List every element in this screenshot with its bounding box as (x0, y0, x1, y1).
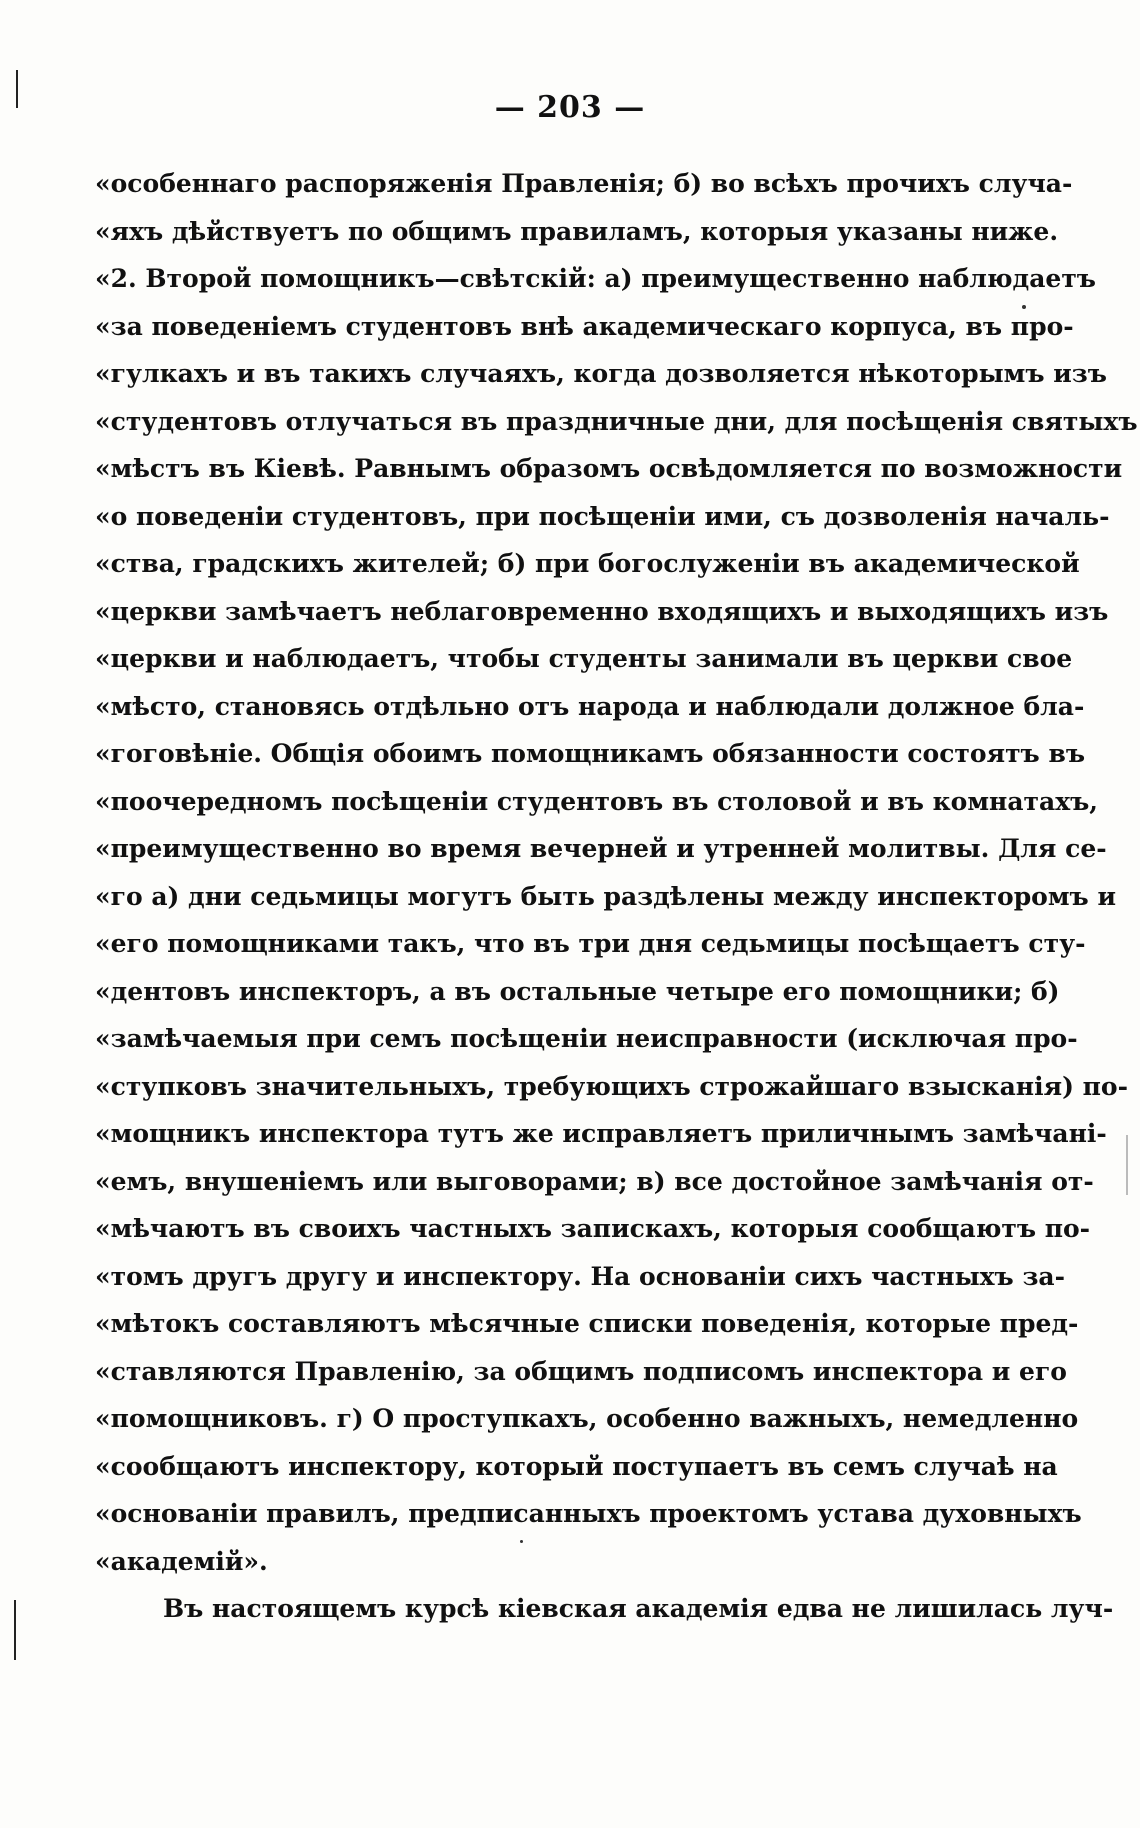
text-line: «мѣтокъ составляютъ мѣсячные списки поведенія, которые пред- (95, 1309, 1079, 1338)
text-line: «ступковъ значительныхъ, требующихъ строжайшаго взысканія) по- (95, 1071, 1128, 1101)
scan-edge-mark (14, 1600, 16, 1660)
text-line: «поочередномъ посѣщеніи студентовъ въ столовой и въ комнатахъ, (95, 786, 1099, 816)
text-line: «замѣчаемыя при семъ посѣщеніи неисправности (исключая про- (95, 1024, 1078, 1053)
body-text (95, 160, 1138, 1633)
text-line: «сообщаютъ инспектору, который поступаетъ въ семъ случаѣ на (95, 1451, 1058, 1481)
page-number: — 203 — (494, 90, 646, 125)
text-line: «о поведеніи студентовъ, при посѣщеніи ими, съ дозволенія началь- (95, 501, 1110, 531)
text-line: «томъ другъ другу и инспектору. На основаніи сихъ частныхъ за- (95, 1261, 1065, 1291)
text-line: «емъ, внушеніемъ или выговорами; в) все достойное замѣчанія от- (95, 1166, 1094, 1196)
text-line: «яхъ дѣйствуетъ по общимъ правиламъ, которыя указаны ниже. (95, 216, 1059, 246)
text-line: «мѣстъ въ Кіевѣ. Равнымъ образомъ освѣдомляется по возможности (95, 454, 1123, 483)
text-line: «2. Второй помощникъ—свѣтскій: а) преимущественно наблюдаетъ (95, 264, 1096, 293)
text-line: «его помощниками такъ, что въ три дня седьмицы посѣщаетъ сту- (95, 929, 1086, 958)
text-line: «дентовъ инспекторъ, а въ остальные четыре его помощники; б) (95, 976, 1060, 1006)
scan-speck (520, 1540, 523, 1543)
text-line: «основаніи правилъ, предписанныхъ проектомъ устава духовныхъ (95, 1499, 1082, 1528)
text-line: «студентовъ отлучаться въ праздничные дни, для посѣщенія святыхъ (95, 406, 1138, 436)
text-line: «церкви и наблюдаетъ, чтобы студенты занимали въ церкви свое (95, 644, 1073, 673)
text-line: «преимущественно во время вечерней и утренней молитвы. Для се- (95, 834, 1107, 863)
scan-edge-mark (1126, 1135, 1128, 1195)
paragraph-first-line: Въ настоящемъ курсѣ кіевская академія едва не лишилась луч- (163, 1594, 1114, 1623)
text-line: «мѣчаютъ въ своихъ частныхъ запискахъ, которыя сообщаютъ по- (95, 1214, 1091, 1243)
text-line: «ства, градскихъ жителей; б) при богослуженіи въ академической (95, 549, 1080, 578)
text-line: «академій». (95, 1546, 268, 1576)
text-line: «помощниковъ. г) О проступкахъ, особенно важныхъ, немедленно (95, 1404, 1079, 1433)
text-line: «мощникъ инспектора тутъ же исправляетъ приличнымъ замѣчані- (95, 1119, 1107, 1148)
scan-speck (1022, 305, 1026, 309)
text-line: «гулкахъ и въ такихъ случаяхъ, когда дозволяется нѣкоторымъ изъ (95, 359, 1107, 388)
text-line: «особеннаго распоряженія Правленія; б) во всѣхъ прочихъ случа- (95, 169, 1073, 198)
text-line: «го а) дни седьмицы могутъ быть раздѣлены между инспекторомъ и (95, 881, 1116, 911)
text-line: «церкви замѣчаетъ неблаговременно входящихъ и выходящихъ изъ (95, 596, 1109, 626)
text-line: «за поведеніемъ студентовъ внѣ академическаго корпуса, въ про- (95, 311, 1074, 341)
text-line: «мѣсто, становясь отдѣльно отъ народа и наблюдали должное бла- (95, 691, 1085, 721)
text-line: «гоговѣніе. Общія обоимъ помощникамъ обязанности состоятъ въ (95, 739, 1085, 768)
text-line: «ставляются Правленію, за общимъ подписомъ инспектора и его (95, 1356, 1067, 1386)
